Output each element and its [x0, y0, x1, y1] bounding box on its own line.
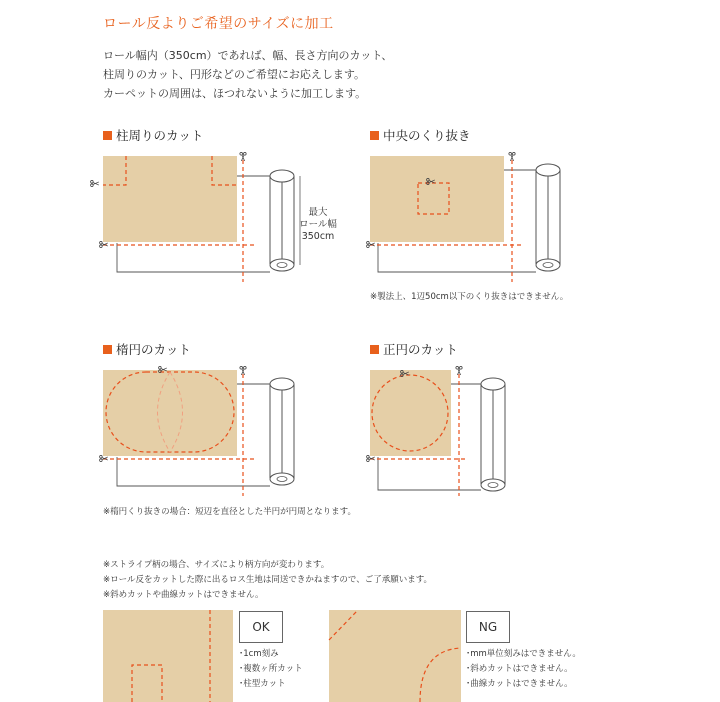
scissors-icon [509, 152, 515, 161]
roll-width-label: 最大 ロール幅 350cm [299, 207, 337, 242]
intro-line-1: ロール幅内（350cm）であれば、幅、長さ方向のカット、 [103, 49, 393, 62]
ellipse-note: ※楕円くり抜きの場合：短辺を直径とした半円が円周となります。 [103, 507, 356, 517]
scissors-icon [240, 152, 246, 161]
carpet-sheet [370, 156, 504, 242]
ok-label: OK [239, 611, 283, 643]
circle-section-title: 正円のカット [370, 340, 458, 358]
scissors-icon [91, 180, 99, 186]
carpet-sheet [103, 156, 237, 242]
intro-line-2: 柱周りのカット、円形などのご希望にお応えします。 [103, 68, 366, 81]
carpet-sheet [329, 610, 461, 702]
center-diagram [367, 152, 560, 282]
intro-line-3: カーペットの周囲は、ほつれないように加工します。 [103, 87, 367, 100]
ng-label: NG [466, 611, 510, 643]
headline: ロール反よりご希望のサイズに加工 [103, 16, 334, 32]
carpet-sheet [103, 610, 233, 702]
circle-diagram [367, 366, 505, 496]
ellipse-diagram [100, 366, 294, 496]
carpet-sheet [370, 370, 451, 456]
pillar-diagram [91, 152, 300, 282]
roll-end [270, 473, 294, 485]
ok-panel [103, 610, 233, 702]
scissors-icon [240, 366, 246, 375]
ok-item: ･柱型カット [239, 679, 286, 689]
ellipse-section-title: 楕円のカット [103, 340, 191, 358]
note-line-2: ※ロール反をカットした際に出るロス生地は同送できかねますので、ご了承願います。 [103, 575, 433, 585]
ng-panel [329, 610, 461, 702]
note-line-3: ※斜めカットや曲線カットはできません。 [103, 590, 264, 600]
scissors-icon [456, 366, 462, 375]
center-section-title: 中央のくり抜き [370, 126, 471, 144]
ng-item: ･曲線カットはできません。 [466, 679, 573, 689]
ok-item: ･複数ヶ所カット [239, 664, 303, 674]
pillar-section-title: 柱周りのカット [103, 126, 203, 144]
roll-end [481, 479, 505, 491]
note-line-1: ※ストライプ柄の場合、サイズにより柄方向が変わります。 [103, 560, 330, 570]
roll-end [536, 259, 560, 271]
carpet-sheet [103, 370, 237, 456]
center-note: ※製法上、1辺50cm以下のくり抜きはできません。 [370, 292, 569, 302]
roll-end [270, 259, 294, 271]
ng-item: ･斜めカットはできません。 [466, 664, 573, 674]
ng-item: ･mm単位刻みはできません。 [466, 649, 581, 659]
ok-item: ･1cm刻み [239, 649, 279, 659]
